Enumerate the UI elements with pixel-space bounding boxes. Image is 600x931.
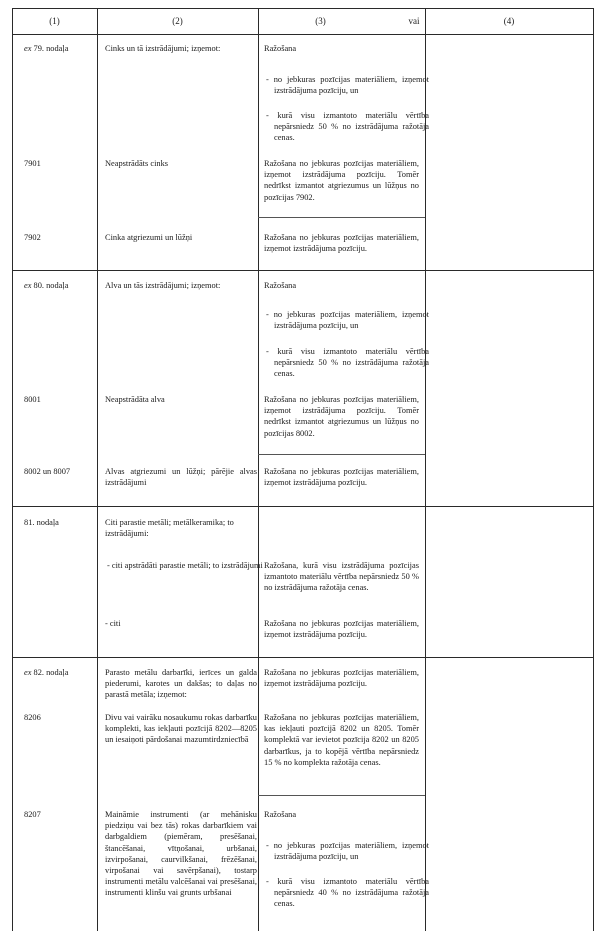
row-79-rule-a: Ražošana — [264, 44, 297, 53]
row-7901-desc: Neapstrādāts cinks — [105, 159, 169, 168]
divider-81 — [12, 506, 594, 507]
row-81-desc-c: - citi — [105, 619, 121, 628]
row-79-rule-b: - no jebkuras pozīcijas materiāliem, izņemot izstrādājuma pozīciju, un — [266, 75, 429, 96]
row-79-code — [24, 43, 94, 54]
row-82-rule: Ražošana no jebkuras pozīcijas materiāliem, izņemot izstrādājuma pozīciju. — [264, 668, 419, 689]
row-8207-rule-a: Ražošana — [264, 810, 297, 819]
row-7901-code: 7901 — [24, 159, 41, 168]
row-8206-desc: Divu vai vairāku nosaukumu rokas darbarīku komplekti, kas iekļauti pozīcijā 8202—8205 un iesaiņoti pārdošanai mazumtirdzniecībā — [105, 713, 257, 745]
row-81-desc: Citi parastie metāli; metālkeramika; to izstrādājumi: — [105, 518, 234, 539]
chapter-code: 80. nodaļa — [33, 281, 69, 290]
col3-right-rule — [425, 8, 426, 931]
table-left-rule — [12, 8, 13, 931]
row-8207-code: 8207 — [24, 810, 41, 819]
row-81-desc-b: - citi apstrādāti parastie metāli; to izstrādājumi — [107, 561, 263, 570]
header-bottom-rule — [12, 34, 594, 35]
row-8206-rule: Ražošana no jebkuras pozīcijas materiāliem, kas iekļauti pozīcijā 8202 un 8205. Tomēr komplektā var ievietot pozīcija 8202 un 8205 darbarīkus, ja to kopējā vērtība nepārsniedz 15 % no komplekta ražotāja cenas. — [264, 713, 419, 767]
row-8207-rule-c: - kurā visu izmantoto materiālu vērtība nepārsniedz 40 % no izstrādājuma ražotāja cenas. — [266, 877, 429, 909]
chapter-code: 82. nodaļa — [33, 668, 69, 677]
header-col4: (4) — [503, 16, 515, 26]
divider-80 — [12, 270, 594, 271]
row-8001-desc: Neapstrādāta alva — [105, 395, 165, 404]
col2-right-rule — [258, 8, 259, 931]
chapter-code: 79. nodaļa — [33, 44, 69, 53]
header-vai: vai — [408, 16, 420, 26]
row-8206-divider — [258, 795, 425, 796]
row-81-rule-a: Ražošana, kurā visu izstrādājuma pozīcijas izmantoto materiālu vērtība nepārsniedz 50 % no izstrādājuma ražotāja cenas. — [264, 561, 419, 593]
row-8206-code: 8206 — [24, 713, 41, 722]
row-80-rule-b: - no jebkuras pozīcijas materiāliem, izņemot izstrādājuma pozīciju, un — [266, 310, 429, 331]
row-81-rule-b: Ražošana no jebkuras pozīcijas materiāliem, izņemot izstrādājuma pozīciju. — [264, 619, 419, 640]
row-8207-desc: Maināmie instrumenti (ar mehānisku piedziņu vai bez tās) rokas darbarīkiem vai darbgaldiem (piemēram, presēšanai, štancēšanai, vītņošanai, urbšanai, izvirpošanai, caurvilkšanai, frēzēšanai, virpošanai vai savērpšanai), tostarp instrumenti metālu valcēšanai vai presēšanai, instrumenti klinšu vai grunts urbšanai — [105, 810, 257, 898]
ex-label: ex — [24, 281, 32, 290]
col1-right-rule — [97, 8, 98, 931]
header-col1: (1) — [49, 16, 60, 26]
header-col2: (2) — [172, 16, 183, 26]
row-7901-divider — [258, 217, 425, 218]
row-82-code — [24, 667, 94, 678]
row-8207-rule-b: - no jebkuras pozīcijas materiāliem, izņemot izstrādājuma pozīciju, un — [266, 841, 429, 862]
row-8001-code: 8001 — [24, 395, 41, 404]
row-7902-code: 7902 — [24, 233, 41, 242]
row-79-desc: Cinks un tā izstrādājumi; izņemot: — [105, 44, 221, 53]
row-8002-code: 8002 un 8007 — [24, 467, 71, 476]
row-8001-rule: Ražošana no jebkuras pozīcijas materiāliem, izņemot izstrādājuma pozīciju. Tomēr nedrīkst izmantot atgriezumus un lūžņus no pozīcijas 8002. — [264, 395, 419, 438]
row-80-code — [24, 280, 94, 291]
row-80-rule-a: Ražošana — [264, 281, 297, 290]
row-81-code: 81. nodaļa — [24, 518, 59, 527]
divider-82 — [12, 657, 594, 658]
table-right-rule — [593, 8, 594, 931]
table-top-rule — [12, 8, 594, 9]
row-8002-desc: Alvas atgriezumi un lūžņi; pārējie alvas izstrādājumi — [105, 467, 257, 488]
ex-label: ex — [24, 44, 32, 53]
row-79-rule-c: - kurā visu izmantoto materiālu vērtība nepārsniedz 50 % no izstrādājuma ražotāja cenas. — [266, 111, 429, 143]
ex-label: ex — [24, 668, 32, 677]
row-80-desc: Alva un tās izstrādājumi; izņemot: — [105, 281, 221, 290]
row-7902-desc: Cinka atgriezumi un lūžņi — [105, 233, 193, 242]
row-80-rule-c: - kurā visu izmantoto materiālu vērtība nepārsniedz 50 % no izstrādājuma ražotāja cenas. — [266, 347, 429, 379]
row-7902-rule: Ražošana no jebkuras pozīcijas materiāliem, izņemot izstrādājuma pozīciju. — [264, 233, 419, 254]
row-8002-rule: Ražošana no jebkuras pozīcijas materiāliem, izņemot izstrādājuma pozīciju. — [264, 467, 419, 488]
header-col3: (3) — [315, 16, 326, 26]
row-8001-divider — [258, 454, 425, 455]
row-82-desc: Parasto metālu darbarīki, ierīces un galda piederumi, karotes un dakšas; to daļas no parastā metāla; izņemot: — [105, 668, 257, 700]
row-7901-rule: Ražošana no jebkuras pozīcijas materiāliem, izņemot izstrādājuma pozīciju. Tomēr nedrīkst izmantot atgriezumus un lūžņus no pozīcijas 7902. — [264, 159, 419, 202]
